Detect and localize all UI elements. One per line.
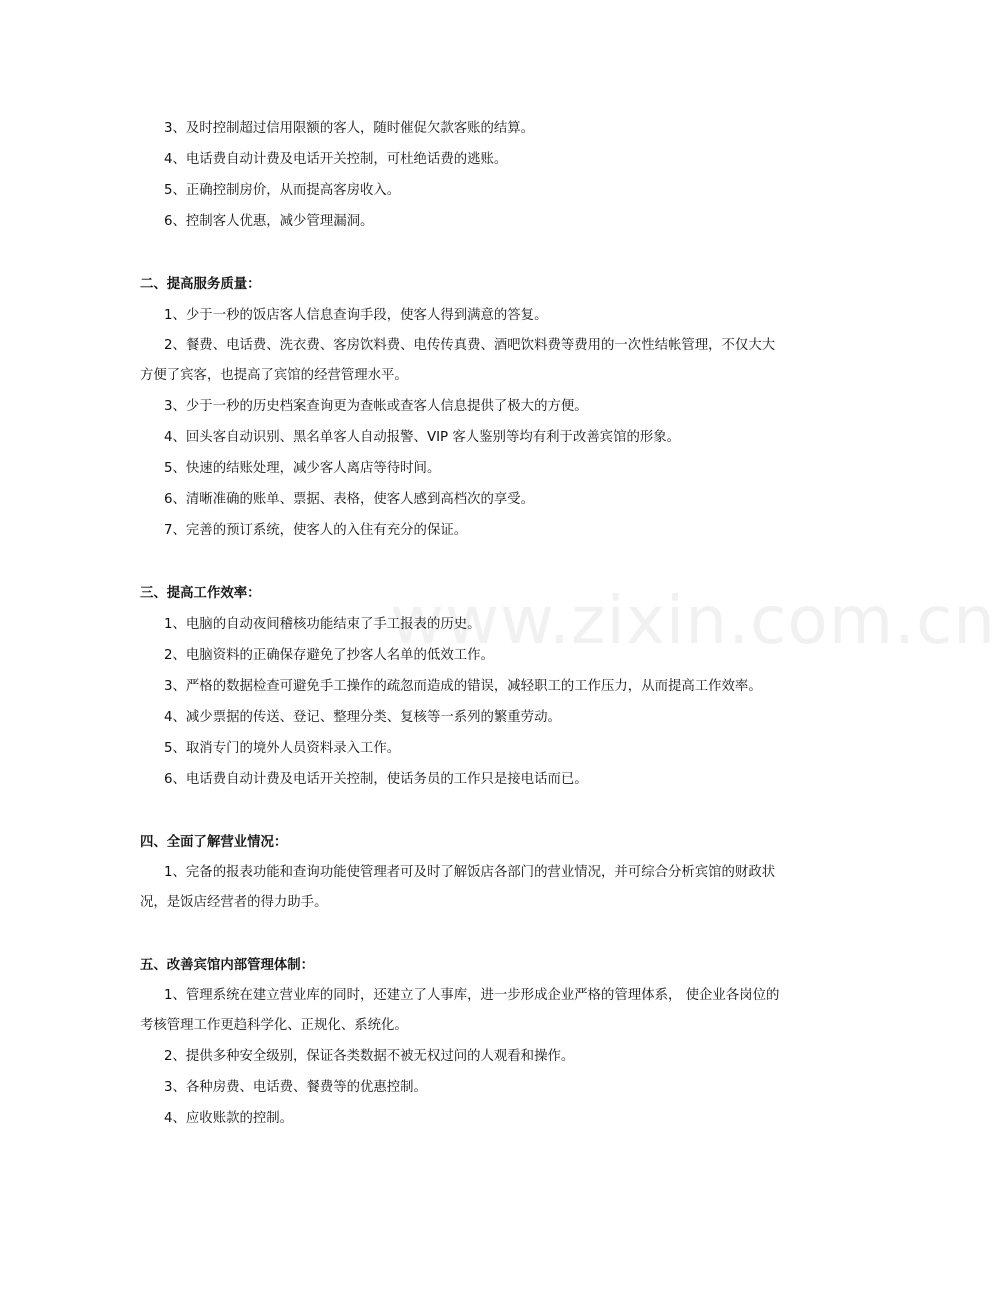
list-item: 6、控制客人优惠，减少管理漏洞。 (164, 214, 374, 229)
list-item: 5、快速的结账处理，减少客人离店等待时间。 (164, 461, 441, 476)
section-3 (140, 827, 780, 918)
list-item: 2、餐费、电话费、洗衣费、客房饮料费、电传传真费、酒吧饮料费等费用的一次性结帐管理，不仅大大方便了宾客，也提高了宾馆的经营管理水平。 (140, 338, 776, 383)
list-item: 3、各种房费、电话费、餐费等的优惠控制。 (164, 1080, 427, 1095)
watermark: www.zixin.com.cn (390, 582, 996, 659)
list-item: 6、电话费自动计费及电话开关控制，使话务员的工作只是接电话而已。 (164, 772, 588, 787)
list-item: 3、及时控制超过信用限额的客人，随时催促欠款客账的结算。 (164, 121, 535, 136)
section-4 (140, 950, 780, 1134)
list-item: 1、少于一秒的饭店客人信息查询手段，使客人得到满意的答复。 (164, 308, 548, 323)
list-item: 3、严格的数据检查可避免手工操作的疏忽而造成的错误，减轻职工的工作压力，从而提高工作效率。 (164, 679, 762, 694)
list-item: 1、管理系统在建立营业库的同时，还建立了人事库，进一步形成企业严格的管理体系， 使企业各岗位的考核管理工作更趋科学化、正规化、系统化。 (140, 988, 780, 1033)
section-heading: 三、提高工作效率： (140, 586, 261, 601)
list-item: 1、电脑的自动夜间稽核功能结束了手工报表的历史。 (164, 617, 481, 632)
section-heading: 四、全面了解营业情况： (140, 835, 288, 850)
section-heading: 五、改善宾馆内部管理体制： (140, 958, 315, 973)
list-item: 2、提供多种安全级别，保证各类数据不被无权过问的人观看和操作。 (164, 1049, 575, 1064)
list-item: 3、少于一秒的历史档案查询更为查帐或查客人信息提供了极大的方便。 (164, 399, 588, 414)
list-item: 1、完备的报表功能和查询功能使管理者可及时了解饭店各部门的营业情况，并可综合分析宾馆的财政状况，是饭店经营者的得力助手。 (140, 865, 776, 910)
list-item: 4、电话费自动计费及电话开关控制，可杜绝话费的逃账。 (164, 152, 508, 167)
list-item: 4、减少票据的传送、登记、整理分类、复核等一系列的繁重劳动。 (164, 710, 561, 725)
list-item: 6、清晰准确的账单、票据、表格，使客人感到高档次的享受。 (164, 492, 535, 507)
document-body (140, 113, 780, 1134)
section-heading: 二、提高服务质量： (140, 277, 261, 292)
list-item: 7、完善的预订系统，使客人的入住有充分的保证。 (164, 523, 468, 538)
section-0 (140, 113, 780, 237)
section-1 (140, 269, 780, 546)
list-item: 4、应收账款的控制。 (164, 1111, 294, 1126)
list-item: 2、电脑资料的正确保存避免了抄客人名单的低效工作。 (164, 648, 494, 663)
list-item: 5、取消专门的境外人员资料录入工作。 (164, 741, 401, 756)
section-2 (140, 578, 780, 795)
list-item: 5、正确控制房价，从而提高客房收入。 (164, 183, 401, 198)
list-item: 4、回头客自动识别、黑名单客人自动报警、VIP 客人鉴别等均有利于改善宾馆的形象。 (164, 430, 681, 445)
